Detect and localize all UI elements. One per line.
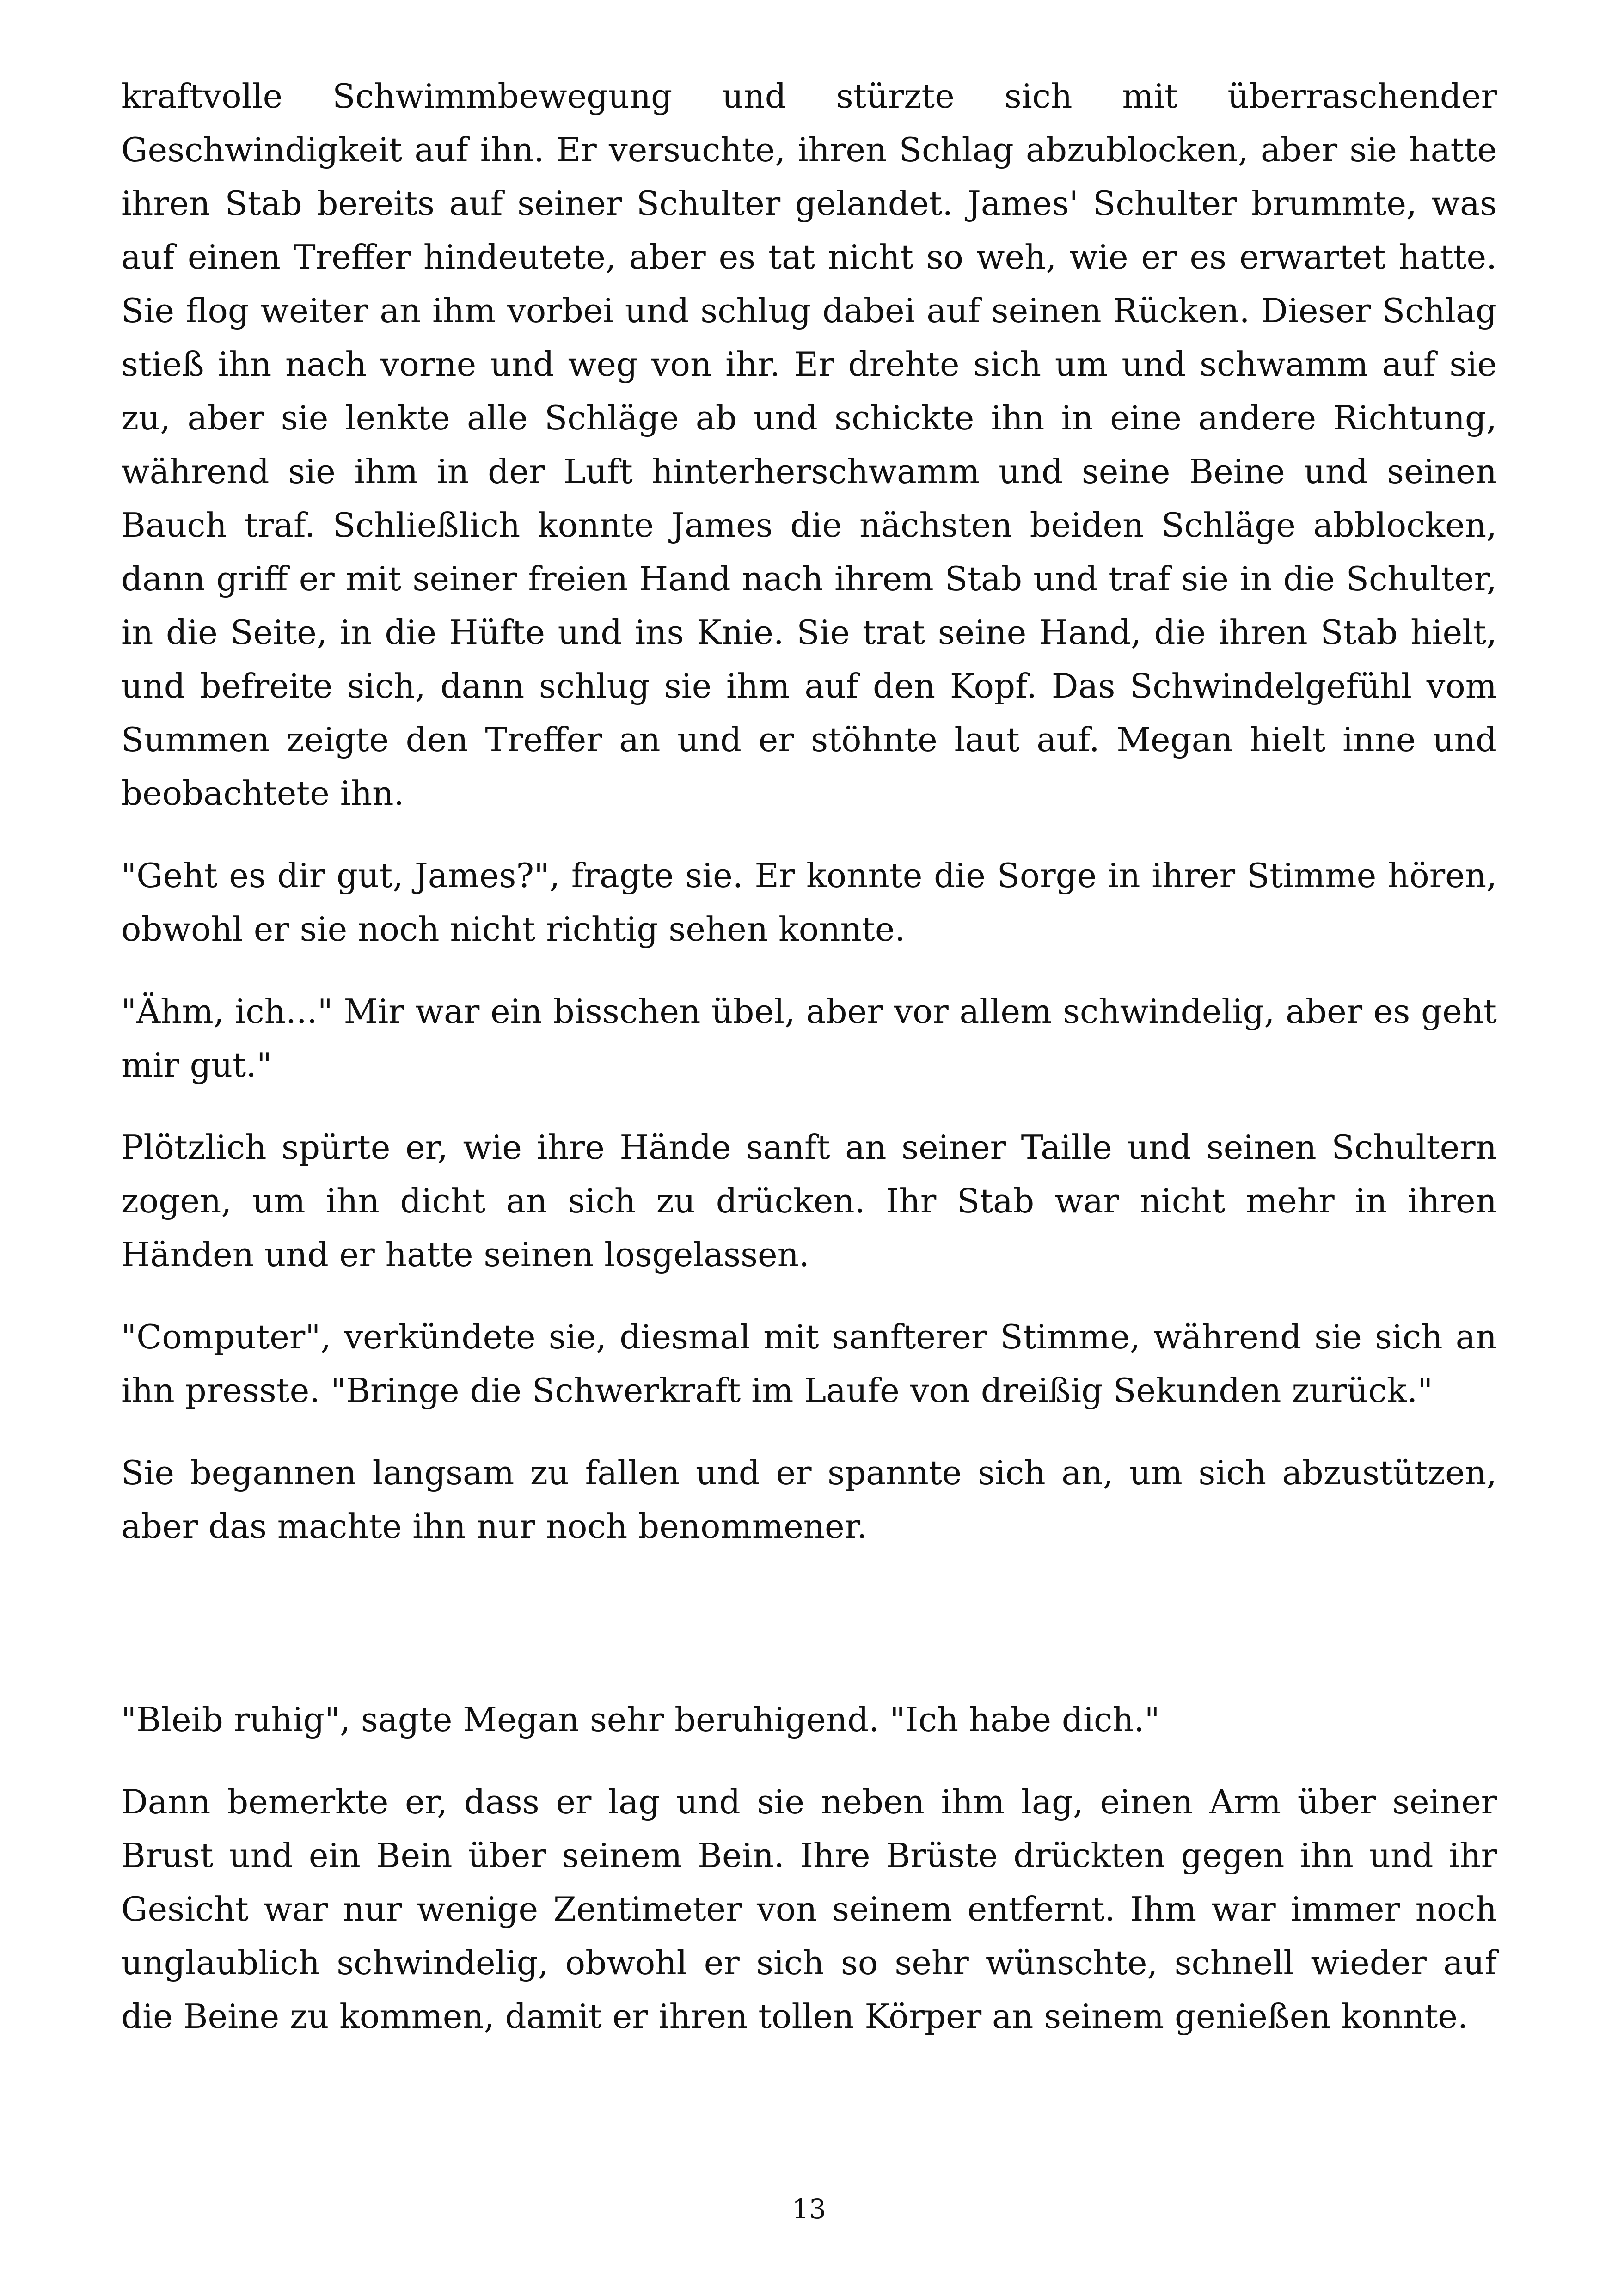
paragraph-5: "Computer", verkündete sie, diesmal mit sanfterer Stimme, während sie sich an ihn presste. "Bringe die Schwerkraft im Laufe von dreißig Sekunden zurück." [121, 1317, 1497, 1410]
paragraph-1: kraftvolle Schwimmbewegung und stürzte sich mit überraschender Geschwindigkeit auf ihn. Er versuchte, ihren Schlag abzublocken, aber sie hatte ihren Stab bereits auf seiner Schulter gelandet. James' Schulter brummte, was auf einen Treffer hindeutete, aber es tat nicht so weh, wie er es erwartet hatte. Sie flog weiter an ihm vorbei und schlug dabei auf seinen Rücken. Dieser Schlag stieß ihn nach vorne und weg von ihr. Er drehte sich um und schwamm auf sie zu, aber sie lenkte alle Schläge ab und schickte ihn in eine andere Richtung, während sie ihm in der Luft hinterherschwamm und seine Beine und seinen Bauch traf. Schließlich konnte James die nächsten beiden Schläge abblocken, dann griff er mit seiner freien Hand nach ihrem Stab und traf sie in die Schulter, in die Seite, in die Hüfte und ins Knie. Sie trat seine Hand, die ihren Stab hielt, und befreite sich, dann schlug sie ihm auf den Kopf. Das Schwindelgefühl vom Summen zeigte den Treffer an und er stöhnte laut auf. Megan hielt inne und beobachtete ihn. [121, 77, 1497, 813]
section-gap [121, 1582, 1497, 1693]
paragraph-2: "Geht es dir gut, James?", fragte sie. Er konnte die Sorge in ihrer Stimme hören, obwohl er sie noch nicht richtig sehen konnte. [121, 856, 1497, 949]
page-body [121, 69, 1497, 2072]
paragraph-7: "Bleib ruhig", sagte Megan sehr beruhigend. "Ich habe dich." [121, 1700, 1160, 1739]
paragraph-3: "Ähm, ich..." Mir war ein bisschen übel, aber vor allem schwindelig, aber es geht mir gut." [121, 992, 1497, 1084]
page-number: 13 [792, 2193, 826, 2225]
paragraph-8: Dann bemerkte er, dass er lag und sie neben ihm lag, einen Arm über seiner Brust und ein Bein über seinem Bein. Ihre Brüste drückten gegen ihn und ihr Gesicht war nur wenige Zentimeter von seinem entfernt. Ihm war immer noch unglaublich schwindelig, obwohl er sich so sehr wünschte, schnell wieder auf die Beine zu kommen, damit er ihren tollen Körper an seinem genießen konnte. [121, 1782, 1497, 2036]
paragraph-4: Plötzlich spürte er, wie ihre Hände sanft an seiner Taille und seinen Schultern zogen, um ihn dicht an sich zu drücken. Ihr Stab war nicht mehr in ihren Händen und er hatte seinen losgelassen. [121, 1128, 1497, 1274]
paragraph-6: Sie begannen langsam zu fallen und er spannte sich an, um sich abzustützen, aber das machte ihn nur noch benommener. [121, 1453, 1497, 1546]
